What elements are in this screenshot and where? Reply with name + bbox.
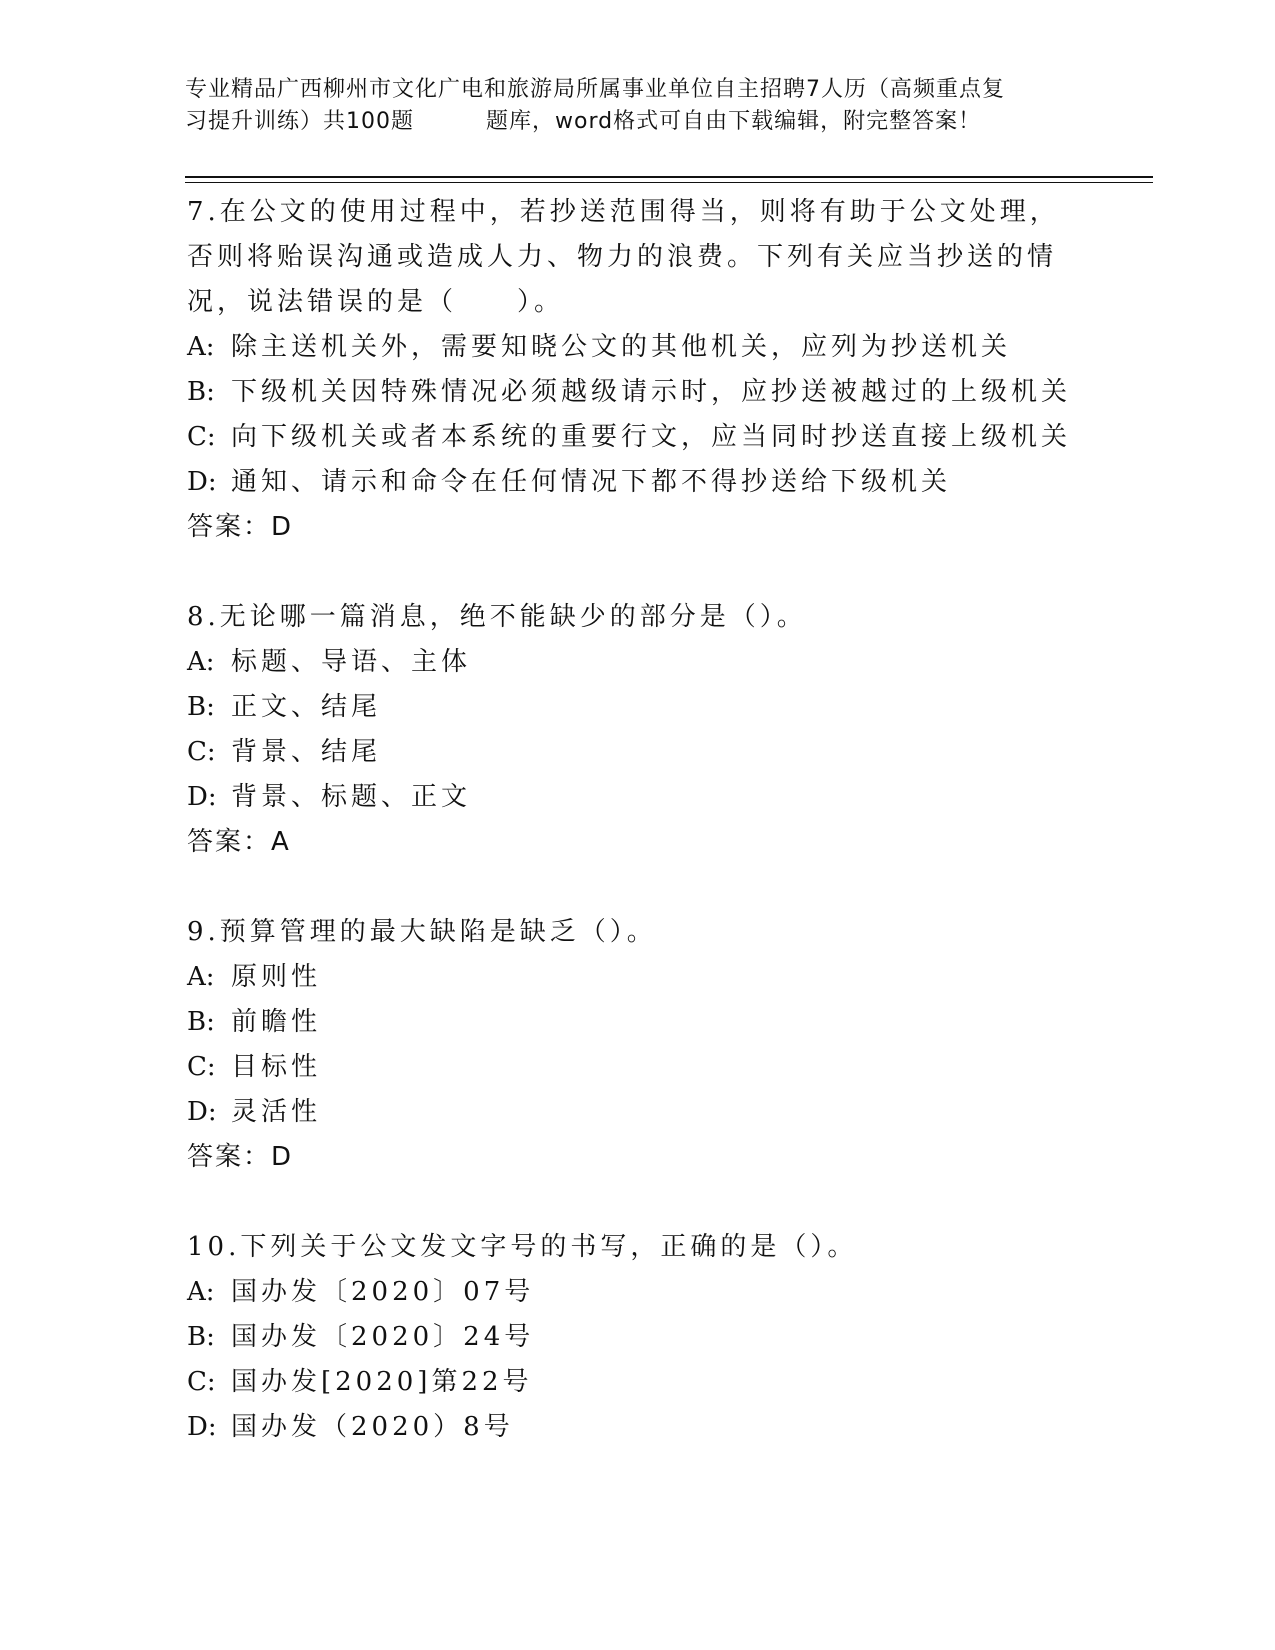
option-text: 背景、标题、正文 — [231, 782, 472, 812]
header-line-2 — [185, 106, 1085, 138]
option-letter: A: — [187, 647, 215, 677]
option-letter: B: — [187, 692, 215, 722]
header-rule-thin — [185, 182, 1153, 183]
option-text: 国办发[2020]第22号 — [231, 1367, 533, 1397]
answer: 答案：D — [187, 512, 294, 542]
question-stem: 7.在公文的使用过程中，若抄送范围得当，则将有助于公文处理，否则将贻误沟通或造成人力、物力的浪费。下列有关应当抄送的情况，说法错误的是（ ）。 — [187, 197, 1060, 317]
option-a — [187, 1270, 1087, 1315]
option-letter: B: — [187, 1322, 215, 1352]
option-letter: C: — [187, 1052, 216, 1082]
option-d — [187, 460, 1087, 505]
option-text: 背景、结尾 — [231, 737, 382, 767]
question-stem: 8.无论哪一篇消息，绝不能缺少的部分是（）。 — [187, 602, 807, 632]
option-b — [187, 1315, 1087, 1360]
option-text: 灵活性 — [231, 1097, 322, 1127]
option-text: 目标性 — [231, 1052, 322, 1082]
question-9 — [187, 910, 1087, 1180]
option-b — [187, 1000, 1087, 1045]
option-letter: C: — [187, 1367, 216, 1397]
option-c — [187, 730, 1087, 775]
option-c — [187, 1045, 1087, 1090]
question-10 — [187, 1225, 1087, 1450]
option-c — [187, 415, 1087, 460]
option-text: 标题、导语、主体 — [231, 647, 472, 677]
option-text: 正文、结尾 — [231, 692, 382, 722]
header-line-2-part-1: 习提升训练）共100题 — [185, 109, 414, 134]
question-stem: 9.预算管理的最大缺陷是缺乏（）。 — [187, 917, 657, 947]
option-letter: D: — [187, 1412, 217, 1442]
option-letter: B: — [187, 1007, 215, 1037]
option-text: 下级机关因特殊情况必须越级请示时，应抄送被越过的上级机关 — [231, 377, 1072, 407]
option-letter: D: — [187, 782, 217, 812]
option-text: 向下级机关或者本系统的重要行文，应当同时抄送直接上级机关 — [231, 422, 1072, 452]
question-7 — [187, 190, 1087, 550]
answer: 答案：A — [187, 827, 291, 857]
option-text: 前瞻性 — [231, 1007, 322, 1037]
header-line-2-part-2: 题库，word格式可自由下载编辑，附完整答案！ — [486, 109, 982, 134]
option-letter: B: — [187, 377, 215, 407]
option-a — [187, 955, 1087, 1000]
option-letter: A: — [187, 332, 215, 362]
option-c — [187, 1360, 1087, 1405]
question-stem: 10.下列关于公文发文字号的书写，正确的是（）。 — [187, 1232, 858, 1262]
option-a — [187, 325, 1087, 370]
option-text: 通知、请示和命令在任何情况下都不得抄送给下级机关 — [231, 467, 952, 497]
option-a — [187, 640, 1087, 685]
option-text: 国办发（2020）8号 — [231, 1412, 514, 1442]
option-b — [187, 685, 1087, 730]
header-line-1: 专业精品广西柳州市文化广电和旅游局所属事业单位自主招聘7人历（高频重点复 — [185, 77, 1005, 102]
page-header — [185, 74, 1085, 138]
question-list — [187, 190, 1087, 1495]
option-d — [187, 775, 1087, 820]
header-rule-thick — [185, 176, 1153, 178]
option-letter: D: — [187, 467, 217, 497]
option-letter: C: — [187, 422, 216, 452]
option-text: 国办发〔2020〕07号 — [231, 1277, 535, 1307]
option-letter: A: — [187, 1277, 215, 1307]
option-b — [187, 370, 1087, 415]
option-text: 国办发〔2020〕24号 — [231, 1322, 535, 1352]
option-letter: C: — [187, 737, 216, 767]
option-letter: D: — [187, 1097, 217, 1127]
option-text: 原则性 — [231, 962, 322, 992]
question-8 — [187, 595, 1087, 865]
answer: 答案：D — [187, 1142, 294, 1172]
option-d — [187, 1090, 1087, 1135]
option-d — [187, 1405, 1087, 1450]
option-letter: A: — [187, 962, 215, 992]
option-text: 除主送机关外，需要知晓公文的其他机关，应列为抄送机关 — [231, 332, 1012, 362]
